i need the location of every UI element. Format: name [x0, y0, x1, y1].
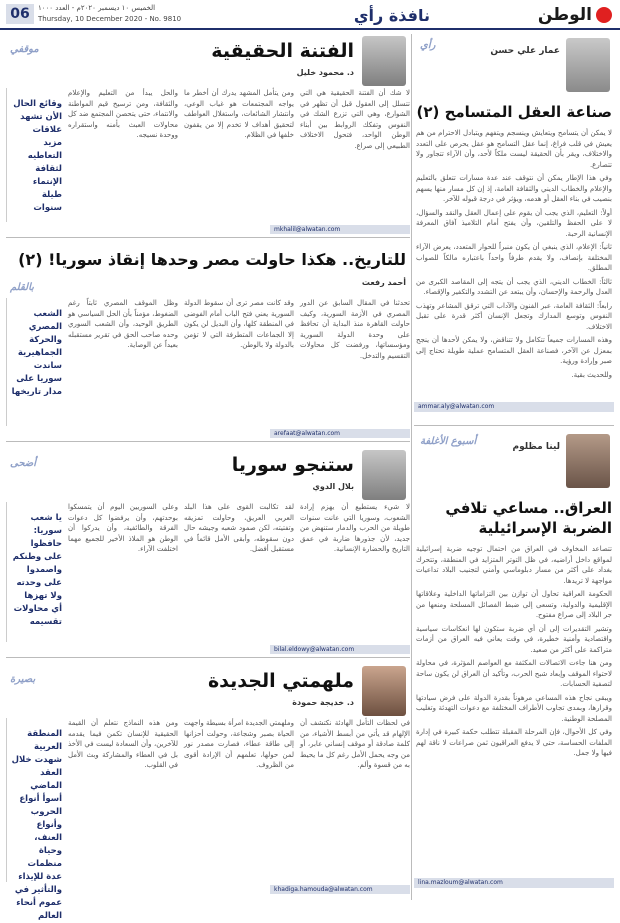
article-card	[6, 34, 410, 238]
column-bottom	[414, 426, 614, 900]
pull-quote: الشعب المصري والحركة الجماهيرية ساندت سوريا على مدار تاريخها	[6, 298, 62, 426]
article-card	[6, 448, 410, 658]
column-top	[414, 34, 614, 426]
author-photo	[362, 450, 406, 500]
section-title: نافذة رأي	[353, 6, 430, 25]
author-photo	[362, 36, 406, 86]
article-headline: ستنجو سوريا	[231, 454, 354, 476]
article-title: العراق.. مساعي تلافي الضربة الإسرائيلية	[445, 499, 612, 537]
paragraph: رابعاً: الثقافة العامة، عبر الفنون والآداب التي ترقق المشاعر وتهذب النفوس وتوسع المدارك وتجعل الإنسان أكثر قدرة على تقبل الاختلاف.	[416, 301, 612, 331]
articles-area	[6, 34, 410, 921]
issue-line-ar: الخميس ١٠ ديسمبر ٢٠٢٠م - العدد ١٠٠٠	[38, 4, 156, 12]
logo-text: الوطن	[537, 5, 592, 25]
article-header	[6, 664, 410, 716]
newspaper-logo	[538, 4, 612, 26]
article-body	[6, 296, 410, 426]
paragraph: أولاً: التعليم، الذي يجب أن يقوم على إعمال العقل والنقد والسؤال، لا على الحفظ والتلقين، وأن يفتح أمام التلاميذ آفاق المعرفة الإنسانية الرحبة.	[416, 208, 612, 238]
page-number: 06	[6, 4, 34, 24]
author-name: عمار علي حسن	[490, 46, 560, 56]
article-body	[6, 500, 410, 642]
author-email[interactable]: lina.mazloum@alwatan.com	[414, 878, 614, 888]
issue-line-en: Thursday, 10 December 2020 - No. 9810	[38, 15, 182, 23]
rubric-label: أضحى	[10, 458, 37, 469]
text-column: لا شك أن الفتنة الحقيقية هي التي تتسلل إلى العقول قبل أن تظهر في الشوارع، وهي التي تزرع الشك في النفوس وتفكك الروابط بين أبناء الوطن الواحد، فتحول الاختلاف الطبيعي إلى صراع.	[300, 89, 410, 150]
author-email[interactable]: bilal.eldowy@alwatan.com	[270, 645, 410, 654]
right-column	[414, 34, 614, 900]
article-byline: د. خديجة حمودة	[292, 698, 354, 707]
text-column: لقد تكالبت القوى على هذا البلد العربي العريق، وحاولت تمزيقه وتفتيته، لكن صمود شعبه وجيشه حال دون سقوطه، وأبقى الأمل قائماً في مستقبل أفضل.	[184, 503, 294, 553]
author-photo	[566, 434, 610, 488]
text-column: وملهمتي الجديدة امرأة بسيطة واجهت الحياة بصبر وشجاعة، وحولت أحزانها إلى طاقة عطاء، فصارت مصدر نور لمن حولها، تعلمهم أن الإرادة أقوى من الظروف.	[184, 719, 294, 769]
article-body	[414, 128, 614, 398]
article-headline: للتاريخ.. هكذا حاولت مصر وحدها إنقاذ سوريا! (٢)	[18, 250, 406, 269]
rubric-label: رأي	[420, 40, 436, 51]
paragraph: ثانياً: الإعلام، الذي ينبغي أن يكون منبراً للحوار المتعدد، يعرض الآراء المختلفة بإنصاف، ولا يقدم طرفاً واحداً باعتباره مالكاً للصواب المطلق.	[416, 243, 612, 272]
text-column: ومن هذه النماذج نتعلم أن القيمة الحقيقية للإنسان تكمن فيما يقدمه للآخرين، وأن السعادة ليست في الأخذ بل في العطاء والمشاركة وبث الأمل في القلوب.	[68, 719, 178, 769]
paragraph: تتصاعد المخاوف في العراق من احتمال توجيه ضربة إسرائيلية لمواقع داخل أراضيه، في ظل التوتر المتزايد في المنطقة، وتتحرك بغداد على أكثر من مسار دبلوماسي وأمني لتجنيب البلاد تداعيات مواجهة لا تريدها.	[416, 545, 612, 585]
author-photo	[362, 666, 406, 716]
article-header	[6, 448, 410, 500]
pull-quote: يا شعب سوريا: حافظوا على وطنكم واصمدوا على وحدته ولا تهزها أي محاولات تقسيمه	[6, 502, 62, 642]
column-divider	[411, 34, 412, 900]
text-column: وعلى السوريين اليوم أن يتمسكوا بوحدتهم، وأن يرفضوا كل دعوات الفرقة والطائفية، وأن يدركوا أن الوطن هو الملاذ الأخير للجميع مهما اختلفت الآراء.	[68, 503, 178, 553]
text-columns	[68, 718, 410, 882]
text-column: لا شيء يستطيع أن يهزم إرادة الشعوب، وسوريا التي عانت سنوات طويلة من الحرب والدمار ستنهض من جديد، لأن جذورها ضاربة في عمق التاريخ والحضارة الإنسانية.	[300, 503, 410, 553]
text-column: في لحظات التأمل الهادئة نكتشف أن الإلهام قد يأتي من أبسط الأشياء، من كلمة صادقة أو موقف إنساني عابر، أو من وجه يحمل الأمل رغم كل ما يحيط به من قسوة وألم.	[300, 719, 410, 769]
author-email[interactable]: khadiga.hamouda@alwatan.com	[270, 885, 410, 894]
article-body	[6, 86, 410, 222]
rubric-label: بصيرة	[10, 674, 36, 685]
author-email[interactable]: arefaat@alwatan.com	[270, 429, 410, 438]
paragraph: وللحديث بقية.	[571, 370, 612, 379]
text-column: والحل يبدأ من التعليم والإعلام والثقافة، ومن ترسيخ قيم المواطنة والانتماء، حتى يتحصن المجتمع ضد كل محاولات العبث بأمنه واستقراره ووحدة نسيجه.	[68, 89, 178, 139]
author-name: لينا مظلوم	[512, 442, 560, 452]
article-byline: د. محمود خليل	[296, 68, 354, 77]
text-column: وظل الموقف المصري ثابتاً رغم الضغوط، مؤمناً بأن الحل السياسي هو الطريق الوحيد، وأن الشعب السوري وحده صاحب الحق في تقرير مستقبله بعيداً عن الوصاية.	[68, 299, 178, 349]
article-byline: أحمد رفعت	[361, 278, 406, 287]
pull-quote: وقائع الحال الأن تشهد علاقات مزيد التعاطيه لثقافة الإنتماء طيلة سنوات	[6, 88, 62, 222]
text-columns	[68, 502, 410, 642]
article-byline: بلال الدوي	[312, 482, 354, 491]
page-header	[0, 0, 620, 30]
issue-info	[38, 3, 181, 25]
author-email[interactable]: ammar.aly@alwatan.com	[414, 402, 614, 412]
paragraph: ثالثاً: الخطاب الديني، الذي يجب أن يتجه إلى المقاصد الكبرى من العدل والرحمة والإحسان، وأن يبتعد عن التشدد والتكفير والإقصاء.	[416, 277, 612, 296]
article-title: صناعة العقل المتسامح (٢)	[416, 103, 612, 121]
author-photo	[566, 38, 610, 92]
text-columns	[68, 88, 410, 222]
rubric-label: بالقلم	[10, 282, 34, 293]
article-headline: ملهمتي الجديدة	[207, 670, 354, 692]
article-card	[6, 664, 410, 921]
article-headline: الفتنة الحقيقية	[211, 40, 354, 62]
article-header	[6, 34, 410, 86]
author-email[interactable]: mkhalil@alwatan.com	[270, 225, 410, 234]
article-body	[414, 544, 614, 874]
paragraph: ويبقى نجاح هذه المساعي مرهوناً بقدرة الدولة على فرض سيادتها وقرارها، وبمدى تجاوب الأطراف المختلفة مع دعوات التهدئة وتغليب المصلحة الوطنية.	[416, 693, 612, 723]
author-block	[414, 34, 614, 98]
paragraph: الحكومة العراقية تحاول أن توازن بين التزاماتها الداخلية وعلاقاتها الإقليمية والدولية، وتسعى إلى ضبط الفصائل المسلحة ومنعها من جر البلاد إلى صراع مفتوح.	[416, 590, 612, 619]
paragraph: وفي كل الأحوال، فإن المرحلة المقبلة تتطلب حكمة كبيرة في إدارة الملفات الحساسة، حتى لا يدفع العراقيون ثمن صراعات لا ناقة لهم فيها ولا جمل.	[416, 728, 612, 757]
article-card	[6, 244, 410, 442]
text-columns	[68, 298, 410, 426]
rubric-label: موقفي	[10, 44, 39, 55]
author-block	[414, 430, 614, 494]
paragraph: ومن هنا جاءت الاتصالات المكثفة مع العواصم المؤثرة، في محاولة لاحتواء الموقف وإبعاد شبح الحرب، وتأكيد أن العراق لن يكون ساحة لتصفية الحسابات.	[416, 659, 612, 688]
pull-quote: المنطقة العربية شهدت خلال العقد الماضي أسوأ أنواع الحروب وأنواع العنف، وحياة منظمات عدة للإيذاء والتأثير في عموم أنحاء العالم	[6, 718, 62, 882]
article-header	[6, 244, 410, 296]
text-column: وقد كانت مصر ترى أن سقوط الدولة السورية يعني فتح الباب أمام الفوضى في المنطقة كلها، وأن البديل لن يكون إلا الجماعات المتطرفة التي لا تؤمن بالدولة ولا بالوطن.	[184, 299, 294, 349]
text-column: ومن يتأمل المشهد يدرك أن أخطر ما يواجه المجتمعات هو غياب الوعي، وانتشار الشائعات، واستغلال العواطف لتحقيق أهداف لا تخدم إلا من يقفون خلفها في الظلام.	[184, 89, 294, 139]
paragraph: وهذه المسارات جميعاً تتكامل ولا تتناقض، ولا يمكن لأحدها أن ينجح بمعزل عن الآخر، فصناعة العقل المتسامح عملية طويلة تحتاج إلى صبر وإرادة ورؤية.	[416, 336, 612, 365]
paragraph: وفي هذا الإطار يمكن أن نتوقف عند عدة مسارات تتعلق بالتعليم والإعلام والخطاب الديني والثقافة العامة، إذ إن كل مسار منها يسهم بنصيب في بناء العقل أو هدمه، ويؤثر في درجة قبوله للآخر.	[416, 174, 612, 203]
text-column: تحدثنا في المقال السابق عن الدور المصري في الأزمة السورية، وكيف حاولت القاهرة منذ البداية أن تحافظ على وحدة الدولة السورية ومؤسساتها، ورفضت كل محاولات التقسيم والتدخل.	[300, 299, 410, 360]
paragraph: وتشير التقديرات إلى أن أي ضربة ستكون لها انعكاسات سياسية واقتصادية وأمنية خطيرة، في وقت يعاني فيه العراق من أزمات متراكمة على أكثر من صعيد.	[416, 624, 612, 654]
logo-icon	[596, 7, 612, 23]
rubric-label: أسبوع الأغلفة	[420, 436, 477, 447]
paragraph: لا يمكن أن يتسامح ويتعايش وينسجم ويتفهم ويتبادل الاحترام من هم يعيش في قلب فراغ، إنما عقل التسامح هو عقل يحرص على التعدد والاختلاف، ويقر بأن الحقيقة ليست ملكاً لأحد، وأن الآراء تتجاور ولا تتصارع.	[416, 129, 612, 169]
